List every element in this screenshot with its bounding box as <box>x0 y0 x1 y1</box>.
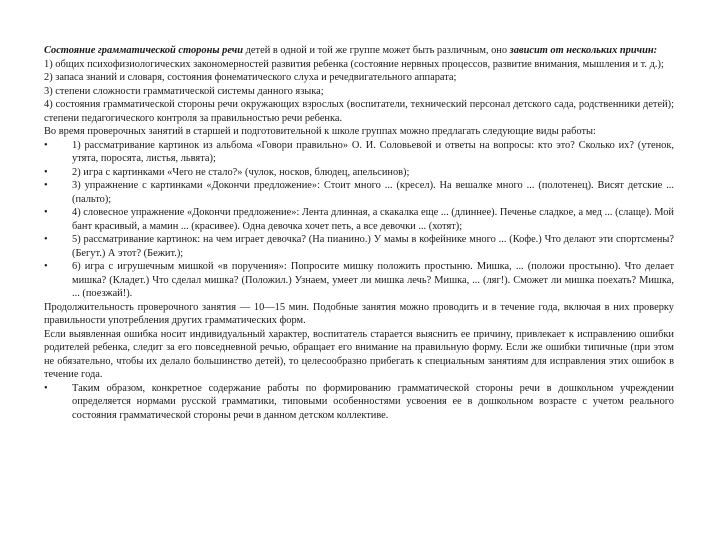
task-item <box>44 179 674 206</box>
task-item <box>44 206 674 233</box>
task-item <box>44 139 674 166</box>
duration-paragraph: Продолжительность проверочного занятия — 10—15 мин. Подобные занятия можно проводить и в течение года, включая в них проверку правильности употребления других грамматических форм. <box>44 301 674 326</box>
bullet-icon: • <box>44 382 48 394</box>
task-item <box>44 260 674 301</box>
bullet-icon: • <box>44 166 48 178</box>
task-text: 4) словесное упражнение «Докончи предложение»: Лента длинная, а скакалка еще ... (длиннее). Печенье сладкое, а мед ... (слаще). Мой бант красивый, а мамин ... (красивее). Одна девочка хочет петь, а все девочки ... (хотят); <box>72 207 674 232</box>
task-text: 6) игра с игрушечным мишкой «в поручения»: Попросите мишку положить простыню. Мишка, ... (положи простыню). Что делает мишка? (Кладет.) Что сделал мишка? (Положил.) Узнаем, умеет ли мишка лечь? Мишка, ... (ляг!). Сможет ли мишка поехать? Мишка, ... (поезжай!). <box>72 261 674 299</box>
intro-paragraph <box>44 44 674 58</box>
task-item <box>44 233 674 260</box>
bullet-icon: • <box>44 234 48 245</box>
conclusion-text: Таким образом, конкретное содержание работы по формированию грамматической стороны речи в дошкольном учреждении определяется нормами русской грамматики, типовыми особенностями усвоения ее в дошкольном возрасте с учетом реального состояния грамматической стороны речи в данном детском коллективе. <box>72 382 674 421</box>
task-item <box>44 166 674 180</box>
intro-lead: Состояние грамматической стороны речи <box>44 45 244 56</box>
cause-item: 3) степени сложности грамматической системы данного языка; <box>44 85 324 97</box>
tasks-intro: Во время проверочных занятий в старшей и подготовительной к школе группах можно предлагать следующие виды работы: <box>44 126 596 137</box>
intro-middle: детей в одной и той же группе может быть различным, оно <box>243 45 510 56</box>
cause-item: 2) запаса знаний и словаря, состояния фонематического слуха и речедвигательного аппарата; <box>44 72 457 83</box>
bullet-icon: • <box>44 207 48 218</box>
cause-item: 1) общих психофизиологических закономерностей развития ребенка (состояние нервных процессов, развитие внимания, мышления и т. д.); <box>44 58 664 70</box>
intro-tail: зависит от нескольких причин: <box>509 45 658 56</box>
errors-paragraph: Если выявленная ошибка носит индивидуальный характер, воспитатель старается выяснить ее причину, привлекает к исправлению ошибки родителей ребенка, следит за его повседневной речью, обращает его внимание на правильную форму. Если же ошибки типичные (при этом не обязательно, чтобы их делало большинство детей), то целесообразно прибегать к специальным занятиям для исправления этих ошибок в течение года. <box>44 328 674 380</box>
task-text: 1) рассматривание картинок из альбома «Говори правильно» О. И. Соловьевой и ответы на вопросы: кто это? Сколько их? (утенок, утята, поросята, листья, львята); <box>72 139 674 164</box>
bullet-icon: • <box>44 180 48 191</box>
task-text: 2) игра с картинками «Чего не стало?» (чулок, носков, блюдец, апельсинов); <box>72 166 410 178</box>
bullet-icon: • <box>44 139 48 151</box>
conclusion-item <box>44 382 674 423</box>
cause-item: 4) состояния грамматической стороны речи окружающих взрослых (воспитатели, технический персонал детского сада, родственники детей); степени педагогического контроля за правильностью речи ребенка. <box>44 99 674 124</box>
bullet-icon: • <box>44 261 48 272</box>
task-text: 5) рассматривание картинок: на чем играет девочка? (На пианино.) У мамы в кофейнике много ... (Кофе.) Что делают эти спортсмены? (Бегут.) А этот? (Бежит.); <box>72 234 674 259</box>
task-text: 3) упражнение с картинками «Докончи предложение»: Стоит много ... (кресел). На вешалке много ... (полотенец). Висят детские ... (пальто); <box>72 180 674 205</box>
